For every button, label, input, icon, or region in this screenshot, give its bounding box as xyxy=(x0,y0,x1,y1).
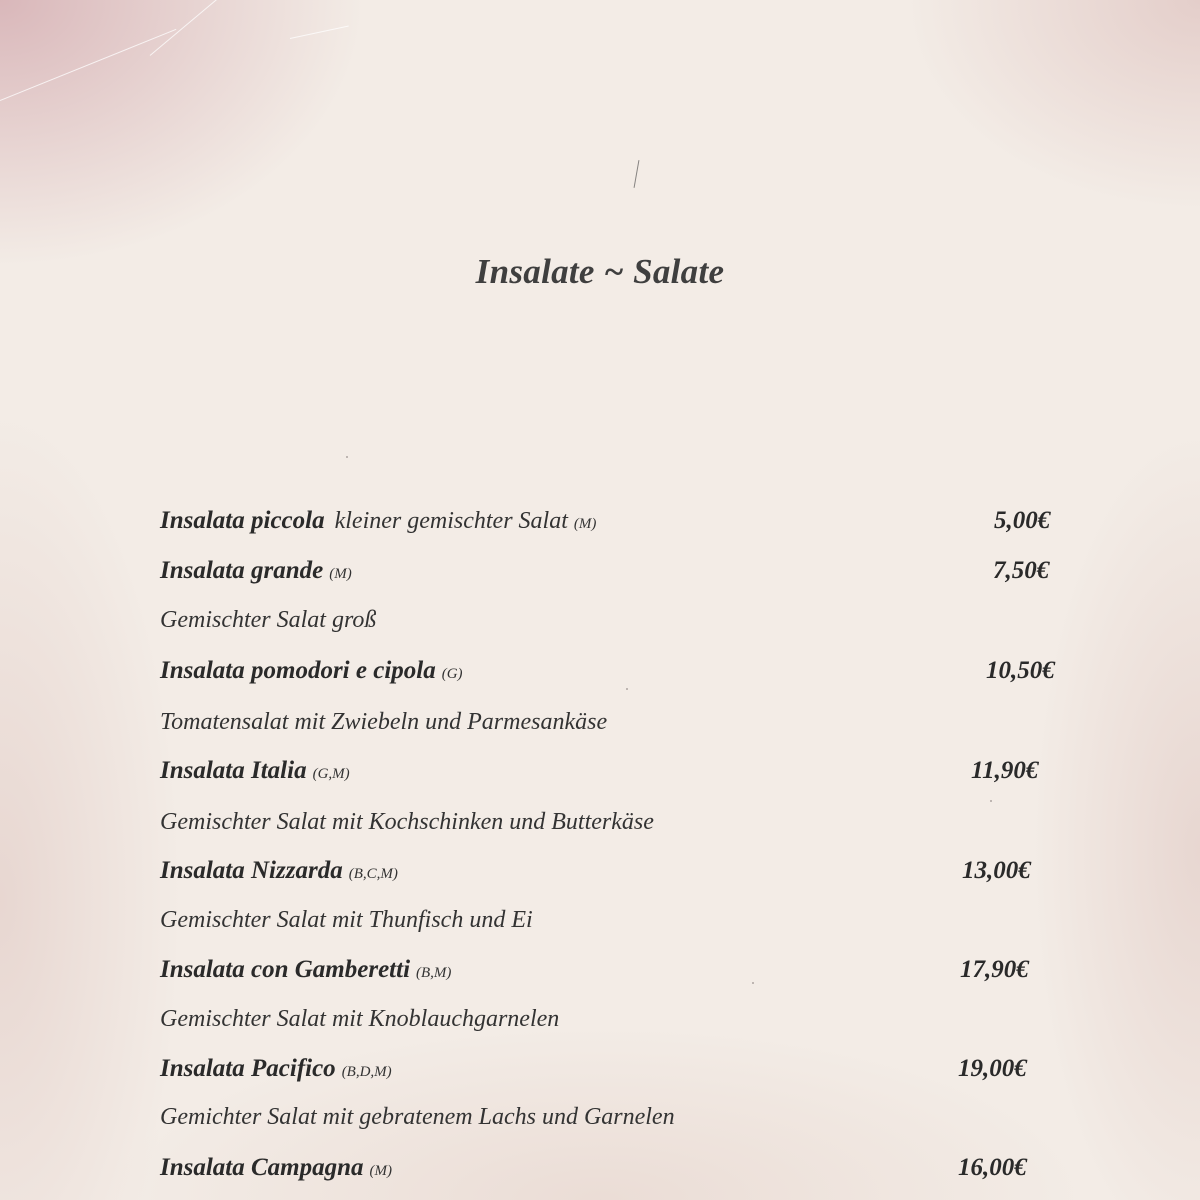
dish-price: 13,00€ xyxy=(962,857,1031,884)
dish-name: Insalata Nizzarda xyxy=(160,857,343,884)
dish-price: 17,90€ xyxy=(960,956,1029,983)
allergen-codes: (B,C,M) xyxy=(348,866,398,882)
menu-item-name-line xyxy=(160,858,398,883)
dish-name: Insalata grande xyxy=(160,557,324,584)
menu-item-name-line xyxy=(160,558,352,583)
paper-scratch xyxy=(290,26,349,39)
paper-speck xyxy=(346,456,348,458)
dish-description: Gemischter Salat mit Knoblauchgarnelen xyxy=(160,1006,560,1032)
dish-price: 5,00€ xyxy=(994,507,1051,534)
dish-inline-description: kleiner gemischter Salat xyxy=(334,508,568,534)
menu-item-name-line xyxy=(160,508,596,533)
dish-price: 16,00€ xyxy=(958,1154,1027,1181)
dish-name: Insalata Italia xyxy=(160,757,307,784)
paper-mark xyxy=(634,160,640,188)
page-title: Insalate ~ Salate xyxy=(475,252,725,291)
menu-item-name-line xyxy=(160,758,350,783)
allergen-codes: (G) xyxy=(441,666,463,682)
allergen-codes: (G,M) xyxy=(312,766,350,782)
allergen-codes: (B,M) xyxy=(416,965,452,981)
allergen-codes: (M) xyxy=(329,566,352,582)
dish-description: Gemischter Salat mit Thunfisch und Ei xyxy=(160,907,533,933)
dish-price: 7,50€ xyxy=(993,557,1050,584)
dish-name: Insalata Campagna xyxy=(160,1154,364,1181)
menu-item-name-line xyxy=(160,957,451,982)
paper-speck xyxy=(990,800,992,802)
dish-name: Insalata con Gamberetti xyxy=(160,956,411,983)
dish-price: 11,90€ xyxy=(971,757,1039,784)
dish-description: Gemischter Salat mit Kochschinken und Butterkäse xyxy=(160,809,654,835)
allergen-codes: (B,D,M) xyxy=(341,1064,392,1080)
dish-price: 19,00€ xyxy=(958,1055,1027,1082)
allergen-codes: (M) xyxy=(369,1163,393,1179)
allergen-codes: (M) xyxy=(573,516,597,532)
dish-name: Insalata Pacifico xyxy=(160,1055,336,1082)
dish-price: 10,50€ xyxy=(986,657,1055,684)
dish-name: Insalata piccola xyxy=(160,507,325,534)
dish-description: Tomatensalat mit Zwiebeln und Parmesankäse xyxy=(160,709,608,735)
paper-speck xyxy=(752,982,754,984)
menu-item-name-line xyxy=(160,658,463,683)
paper-scratch xyxy=(0,29,176,101)
menu-item-name-line xyxy=(160,1056,392,1081)
dish-description: Gemichter Salat mit gebratenem Lachs und Garnelen xyxy=(160,1104,675,1130)
menu-item-name-line xyxy=(160,1155,392,1180)
paper-scratch xyxy=(150,0,273,56)
paper-speck xyxy=(626,688,628,690)
dish-description: Gemischter Salat groß xyxy=(160,607,377,633)
dish-name: Insalata pomodori e cipola xyxy=(160,657,436,684)
